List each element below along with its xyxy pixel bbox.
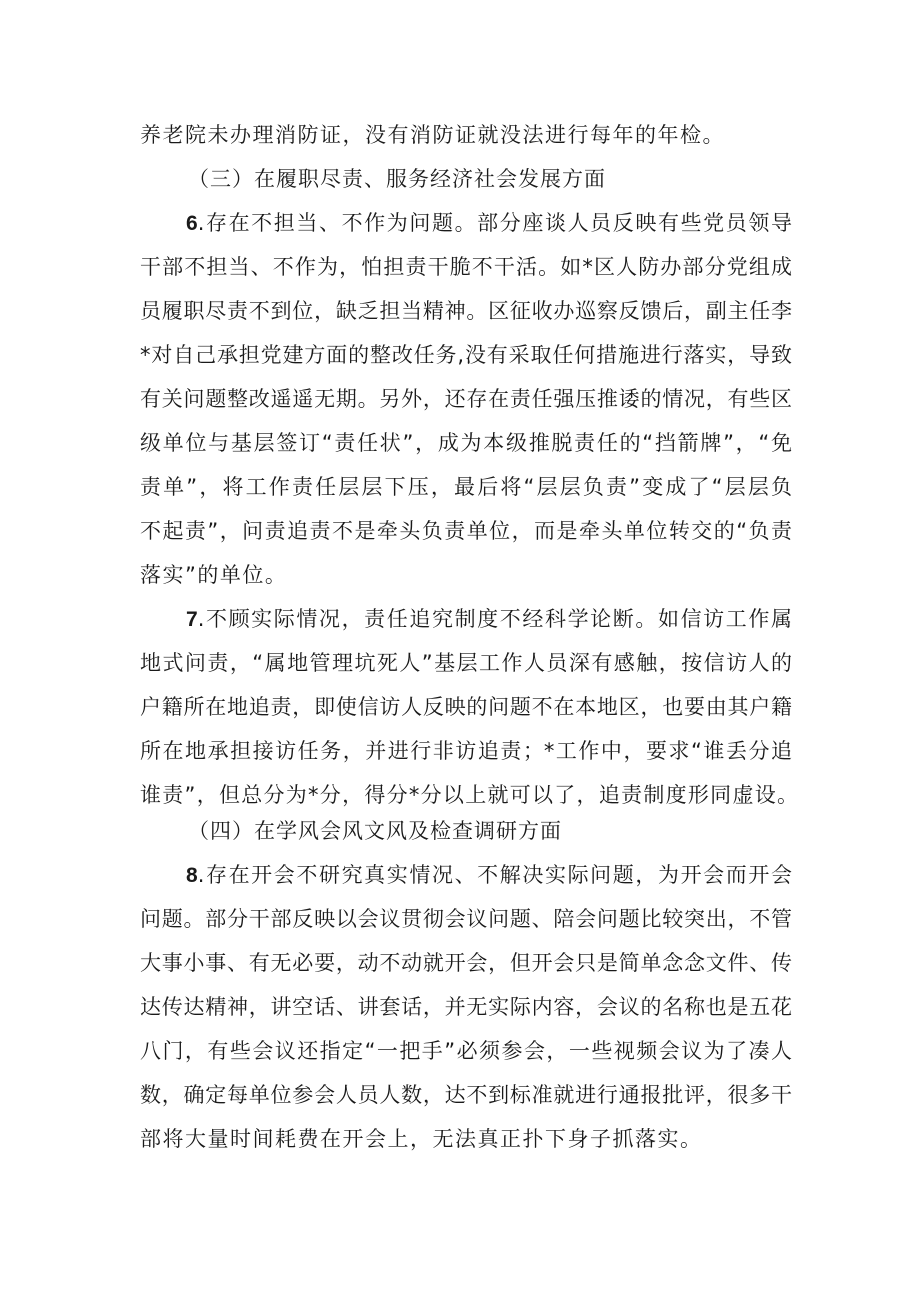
section-heading-3: （三）在履职尽责、服务经济社会发展方面 <box>188 167 606 191</box>
paragraph-line: 有关问题整改遥遥无期。另外，还存在责任强压推诿的情况，有些区 <box>140 387 792 411</box>
paragraph-line: 责单”，将工作责任层层下压，最后将“层层负责”变成了“层层负 <box>140 475 792 499</box>
paragraph-line: 谁责”，但总分为*分，得分*分以上就可以了，追责制度形同虚设。 <box>140 783 798 807</box>
paragraph-line: 大事小事、有无必要，动不动就开会，但开会只是简单念念文件、传 <box>140 951 792 975</box>
paragraph-text: .存在开会不研究真实情况、不解决实际问题，为开会而开会 <box>197 863 792 887</box>
paragraph-line: 地式问责，“属地管理坑死人”基层工作人员深有感触，按信访人的 <box>140 651 792 675</box>
paragraph-line: 达传达精神，讲空话、讲套话，并无实际内容，会议的名称也是五花 <box>140 995 792 1019</box>
paragraph-line: 级单位与基层签订“责任状”，成为本级推脱责任的“挡箭牌”，“免 <box>140 431 792 455</box>
paragraph-line: 干部不担当、不作为，怕担责干脆不干活。如*区人防办部分党组成 <box>140 255 792 279</box>
paragraph-line: 不起责”，问责追责不是牵头负责单位，而是牵头单位转交的“负责 <box>140 519 792 543</box>
paragraph-line: 员履职尽责不到位，缺乏担当精神。区征收办巡察反馈后，副主任李 <box>140 299 792 323</box>
paragraph-text: .存在不担当、不作为问题。部分座谈人员反映有些党员领导 <box>197 211 792 235</box>
paragraph-line <box>186 208 792 239</box>
paragraph-line <box>186 860 792 891</box>
continuation-line: 养老院未办理消防证，没有消防证就没法进行每年的年检。 <box>140 123 725 147</box>
paragraph-line: 问题。部分干部反映以会议贯彻会议问题、陪会问题比较突出，不管 <box>140 907 792 931</box>
paragraph-line: 户籍所在地追责，即使信访人反映的问题不在本地区，也要由其户籍 <box>140 695 792 719</box>
paragraph-line: *对自己承担党建方面的整改任务,没有采取任何措施进行落实，导致 <box>140 343 792 367</box>
section-heading-4: （四）在学风会风文风及检查调研方面 <box>188 819 562 843</box>
paragraph-line <box>186 604 792 635</box>
paragraph-line: 数，确定每单位参会人员人数，达不到标准就进行通报批评，很多干 <box>140 1083 792 1107</box>
item-number: 8 <box>186 864 198 887</box>
paragraph-text: .不顾实际情况，责任追究制度不经科学论断。如信访工作属 <box>197 607 792 631</box>
paragraph-line: 八门，有些会议还指定“一把手”必须参会，一些视频会议为了凑人 <box>140 1039 792 1063</box>
paragraph-line: 部将大量时间耗费在开会上，无法真正扑下身子抓落实。 <box>140 1127 703 1151</box>
paragraph-line: 所在地承担接访任务，并进行非访追责；*工作中，要求“谁丢分追 <box>140 739 792 763</box>
item-number: 7 <box>186 608 198 631</box>
paragraph-line: 落实”的单位。 <box>140 563 288 587</box>
item-number: 6 <box>186 212 198 235</box>
